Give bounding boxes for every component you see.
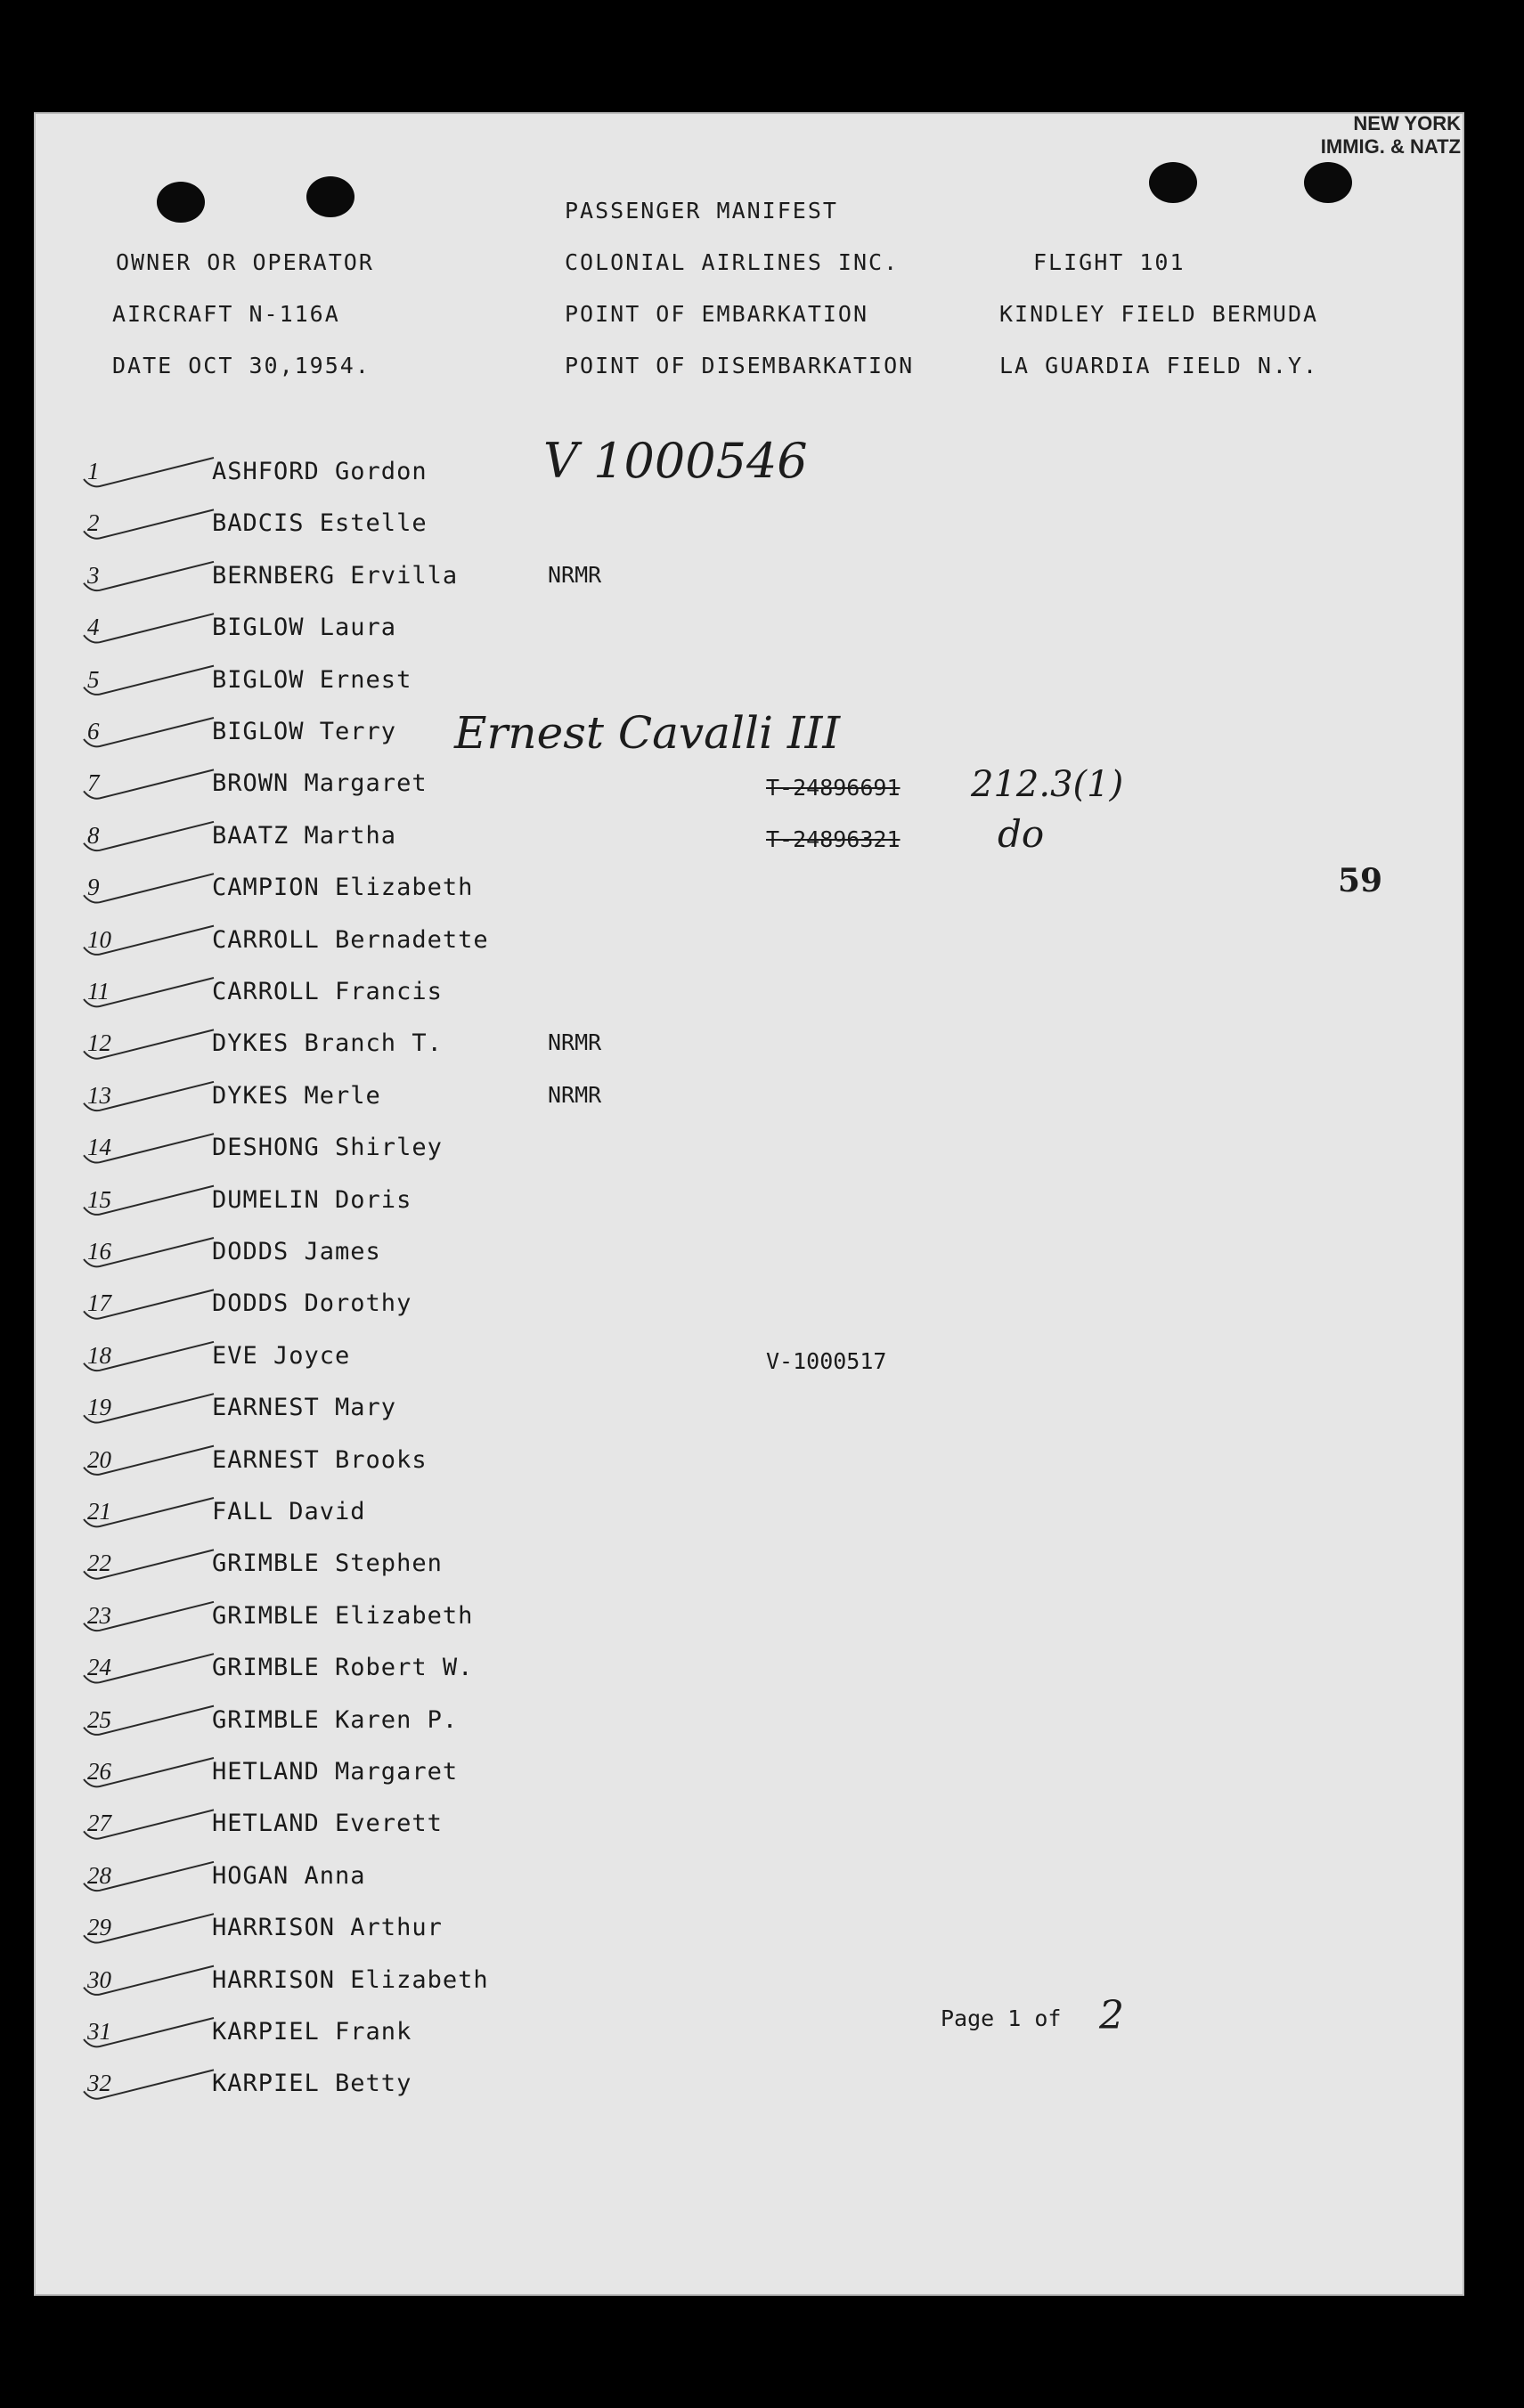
passenger-number: 31 bbox=[87, 2018, 111, 2045]
passenger-name: HARRISON Arthur bbox=[212, 1914, 443, 1942]
check-mark bbox=[84, 2070, 214, 2098]
check-mark bbox=[84, 1238, 214, 1266]
passenger-name: DYKES Branch T. bbox=[212, 1029, 443, 1058]
check-mark bbox=[84, 1394, 214, 1422]
passenger-number: 23 bbox=[87, 1601, 111, 1629]
check-mark bbox=[84, 1186, 214, 1215]
passenger-number: 21 bbox=[87, 1498, 111, 1525]
passenger-name: CARROLL Bernadette bbox=[212, 925, 489, 954]
check-mark bbox=[84, 1446, 214, 1475]
check-mark bbox=[84, 1082, 214, 1110]
passenger-name: KARPIEL Frank bbox=[212, 2018, 412, 2046]
manifest-page bbox=[34, 112, 1464, 2296]
check-mark bbox=[84, 562, 214, 590]
passenger-name: DODDS James bbox=[212, 1238, 381, 1265]
passenger-name: BIGLOW Laura bbox=[212, 614, 397, 642]
passenger-number: 5 bbox=[87, 665, 100, 693]
typed-visa-number: V-1000517 bbox=[766, 1348, 887, 1374]
passenger-number: 19 bbox=[87, 1394, 111, 1421]
passenger-number: 11 bbox=[87, 978, 110, 1005]
passenger-name: BAATZ Martha bbox=[212, 821, 397, 850]
ticket-number-2: T-24896321 bbox=[766, 826, 901, 852]
check-mark bbox=[84, 2018, 214, 2046]
check-mark bbox=[84, 978, 214, 1006]
check-mark bbox=[84, 926, 214, 955]
handwritten-code-1: 212.3(1) bbox=[971, 764, 1124, 805]
passenger-number: 16 bbox=[87, 1238, 111, 1265]
page-total: 2 bbox=[1099, 1993, 1124, 2038]
check-mark bbox=[84, 1654, 214, 1682]
passenger-name: EARNEST Mary bbox=[212, 1394, 397, 1422]
passenger-name: GRIMBLE Karen P. bbox=[212, 1705, 459, 1734]
passenger-number: 29 bbox=[87, 1914, 111, 1941]
check-mark bbox=[84, 458, 214, 486]
passenger-number: 30 bbox=[87, 1965, 111, 1993]
check-mark bbox=[84, 1758, 214, 1786]
passenger-number: 15 bbox=[87, 1185, 111, 1213]
passenger-name: DESHONG Shirley bbox=[212, 1134, 443, 1162]
passenger-number: 18 bbox=[87, 1341, 111, 1369]
passenger-name: GRIMBLE Stephen bbox=[212, 1550, 443, 1578]
passenger-name: HARRISON Elizabeth bbox=[212, 1965, 489, 1994]
passenger-number: 27 bbox=[87, 1810, 111, 1837]
passenger-number: 28 bbox=[87, 1861, 111, 1889]
page-stamp-number: 59 bbox=[1338, 862, 1383, 899]
passenger-number: 4 bbox=[87, 614, 100, 641]
passenger-name: EARNEST Brooks bbox=[212, 1445, 428, 1474]
stamp-line-1: NEW YORK bbox=[1353, 112, 1461, 134]
check-mark bbox=[84, 1498, 214, 1526]
flight-number: FLIGHT 101 bbox=[1033, 249, 1186, 275]
passenger-name: BIGLOW Terry bbox=[212, 718, 397, 745]
passenger-name: DODDS Dorothy bbox=[212, 1289, 412, 1318]
handwritten-visa-number: V 1000546 bbox=[543, 433, 808, 489]
passenger-name: KARPIEL Betty bbox=[212, 2070, 412, 2098]
passenger-name: BROWN Margaret bbox=[212, 769, 428, 798]
page-label: Page 1 of bbox=[941, 2005, 1062, 2031]
passenger-note: NRMR bbox=[548, 1029, 602, 1056]
passenger-name: HOGAN Anna bbox=[212, 1861, 366, 1890]
handwritten-corrected-name: Ernest Cavalli III bbox=[454, 707, 841, 759]
passenger-name: FALL David bbox=[212, 1498, 366, 1525]
passenger-number: 24 bbox=[87, 1654, 111, 1681]
ticket-number-1: T-24896691 bbox=[766, 775, 901, 801]
check-mark bbox=[84, 1706, 214, 1735]
disembarkation-label: POINT OF DISEMBARKATION bbox=[565, 353, 915, 378]
check-mark bbox=[84, 1342, 214, 1371]
embarkation-label: POINT OF EMBARKATION bbox=[565, 301, 869, 327]
handwritten-check-marks bbox=[36, 114, 1466, 2298]
passenger-number: 8 bbox=[87, 821, 100, 849]
check-mark bbox=[84, 874, 214, 902]
passenger-name: CARROLL Francis bbox=[212, 978, 443, 1005]
check-mark bbox=[84, 1862, 214, 1891]
passenger-name: CAMPION Elizabeth bbox=[212, 874, 474, 902]
passenger-name: BIGLOW Ernest bbox=[212, 665, 412, 694]
handwritten-code-2: do bbox=[998, 812, 1045, 856]
passenger-number: 12 bbox=[87, 1029, 111, 1057]
passenger-number: 13 bbox=[87, 1081, 111, 1109]
passenger-number: 22 bbox=[87, 1550, 111, 1577]
check-mark bbox=[84, 1550, 214, 1578]
passenger-name: GRIMBLE Elizabeth bbox=[212, 1601, 474, 1630]
passenger-name: BADCIS Estelle bbox=[212, 509, 428, 538]
passenger-number: 2 bbox=[87, 509, 100, 537]
passenger-number: 32 bbox=[87, 2070, 111, 2097]
owner-label: OWNER OR OPERATOR bbox=[116, 249, 374, 275]
check-mark bbox=[84, 769, 214, 798]
stamp-line-2: IMMIG. & NATZ bbox=[1320, 135, 1461, 158]
check-mark bbox=[84, 1914, 214, 1942]
check-mark bbox=[84, 1810, 214, 1838]
embarkation-value: KINDLEY FIELD BERMUDA bbox=[999, 301, 1319, 327]
disembarkation-value: LA GUARDIA FIELD N.Y. bbox=[999, 353, 1319, 378]
passenger-number: 26 bbox=[87, 1758, 111, 1785]
check-mark bbox=[84, 614, 214, 642]
passenger-name: DUMELIN Doris bbox=[212, 1185, 412, 1214]
passenger-note: NRMR bbox=[548, 1081, 602, 1108]
check-mark bbox=[84, 1602, 214, 1631]
passenger-number: 20 bbox=[87, 1445, 111, 1473]
check-mark bbox=[84, 666, 214, 695]
check-mark bbox=[84, 718, 214, 746]
immigration-stamp bbox=[1247, 112, 1461, 159]
passenger-number: 17 bbox=[87, 1289, 111, 1317]
passenger-note: NRMR bbox=[548, 561, 602, 588]
manifest-title: PASSENGER MANIFEST bbox=[565, 198, 838, 224]
passenger-name: GRIMBLE Robert W. bbox=[212, 1654, 474, 1682]
check-mark bbox=[84, 1134, 214, 1162]
passenger-number: 6 bbox=[87, 718, 100, 744]
passenger-number: 9 bbox=[87, 874, 100, 901]
passenger-number: 7 bbox=[87, 769, 100, 797]
passenger-name: ASHFORD Gordon bbox=[212, 458, 428, 485]
passenger-name: HETLAND Margaret bbox=[212, 1758, 459, 1786]
passenger-number: 14 bbox=[87, 1134, 111, 1161]
check-mark bbox=[84, 1289, 214, 1318]
check-mark bbox=[84, 509, 214, 538]
passenger-name: BERNBERG Ervilla bbox=[212, 561, 459, 590]
passenger-number: 3 bbox=[87, 561, 100, 589]
passenger-number: 1 bbox=[87, 458, 100, 484]
check-mark bbox=[84, 822, 214, 850]
passenger-name: EVE Joyce bbox=[212, 1341, 351, 1370]
owner-value: COLONIAL AIRLINES INC. bbox=[565, 249, 900, 275]
aircraft-number: AIRCRAFT N-116A bbox=[112, 301, 340, 327]
passenger-number: 25 bbox=[87, 1705, 111, 1733]
check-mark bbox=[84, 1029, 214, 1058]
check-mark bbox=[84, 1966, 214, 1995]
passenger-name: HETLAND Everett bbox=[212, 1810, 443, 1838]
flight-date: DATE OCT 30,1954. bbox=[112, 353, 371, 378]
passenger-number: 10 bbox=[87, 925, 111, 953]
passenger-name: DYKES Merle bbox=[212, 1081, 381, 1110]
